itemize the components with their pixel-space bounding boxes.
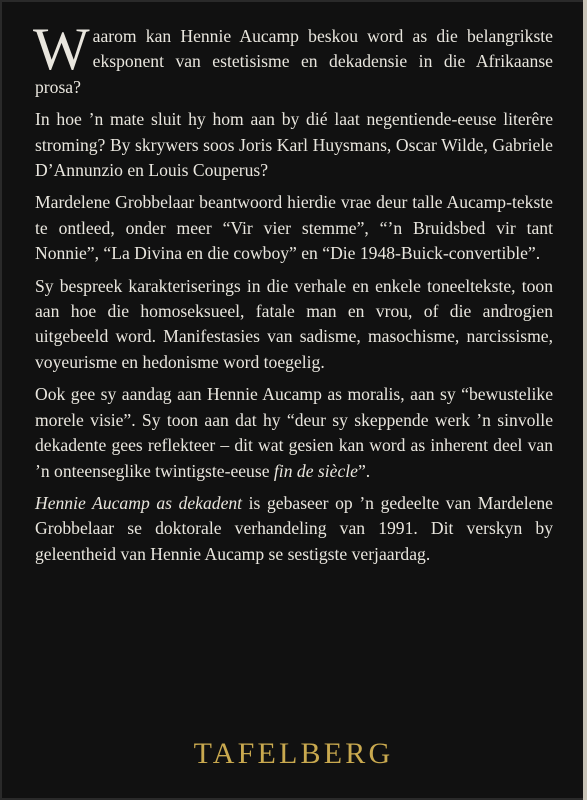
drop-cap: W <box>33 16 90 82</box>
paragraph-4-text: Sy bespreek karakteriserings in die verhale en enkele toneeltekste, toon aan hoe die homoseksueel, fatale man en vrou, of die androgien uitgebeeld word. Manifestasies van sadisme, masochisme, narcissisme, voyeurisme en hedonisme word toegelig. <box>35 275 553 372</box>
paragraph-5 <box>35 382 553 484</box>
paragraph-6-italic-title: Hennie Aucamp as dekadent <box>35 492 243 513</box>
paragraph-1-text: aarom kan Hennie Aucamp beskou word as die belangrikste eksponent van estetisisme en dekadensie in die Afrikaanse prosa? <box>35 26 553 97</box>
paragraph-2 <box>35 107 553 183</box>
paragraph-1 <box>33 16 553 100</box>
paragraph-2-text: In hoe ’n mate sluit hy hom aan by dié laat negentiende-eeuse literêre stroming? By skrywers soos Joris Karl Huysmans, Oscar Wilde, Gabriele D’Annunzio en Louis Couperus? <box>35 109 553 181</box>
paragraph-5-text: Ook gee sy aandag aan Hennie Aucamp as moralis, aan sy “bewustelike morele visie”. Sy toon aan dat hy “deur sy skeppende werk ’n sinvolle dekadente gees reflekteer – dit wat gesien kan word as inherent deel van ’n onteenseglike twintigste-eeuse <box>35 384 553 481</box>
publisher-name: TAFELBERG <box>193 737 394 770</box>
paragraph-6-text: is gebaseer op ’n gedeelte van Mardelene Grobbelaar se doktorale verhandeling van 1991. Dit verskyn by geleentheid van Hennie Aucamp se sestigste verjaardag. <box>35 492 553 564</box>
paragraph-5-italic: fin de siècle <box>273 460 358 481</box>
paragraph-4 <box>35 274 553 376</box>
paragraph-3-text: Mardelene Grobbelaar beantwoord hierdie vrae deur talle Aucamp-tekste te ontleed, onder meer “Vir vier stemme”, “’n Bruidsbed vir tant Nonnie”, “La Divina en die cowboy” en “Die 1948-Buick-convertible”. <box>35 192 553 264</box>
paragraph-5-tail: ”. <box>357 460 371 481</box>
paragraph-3 <box>35 190 553 266</box>
paragraph-6 <box>35 491 553 567</box>
blurb-text <box>33 16 553 574</box>
